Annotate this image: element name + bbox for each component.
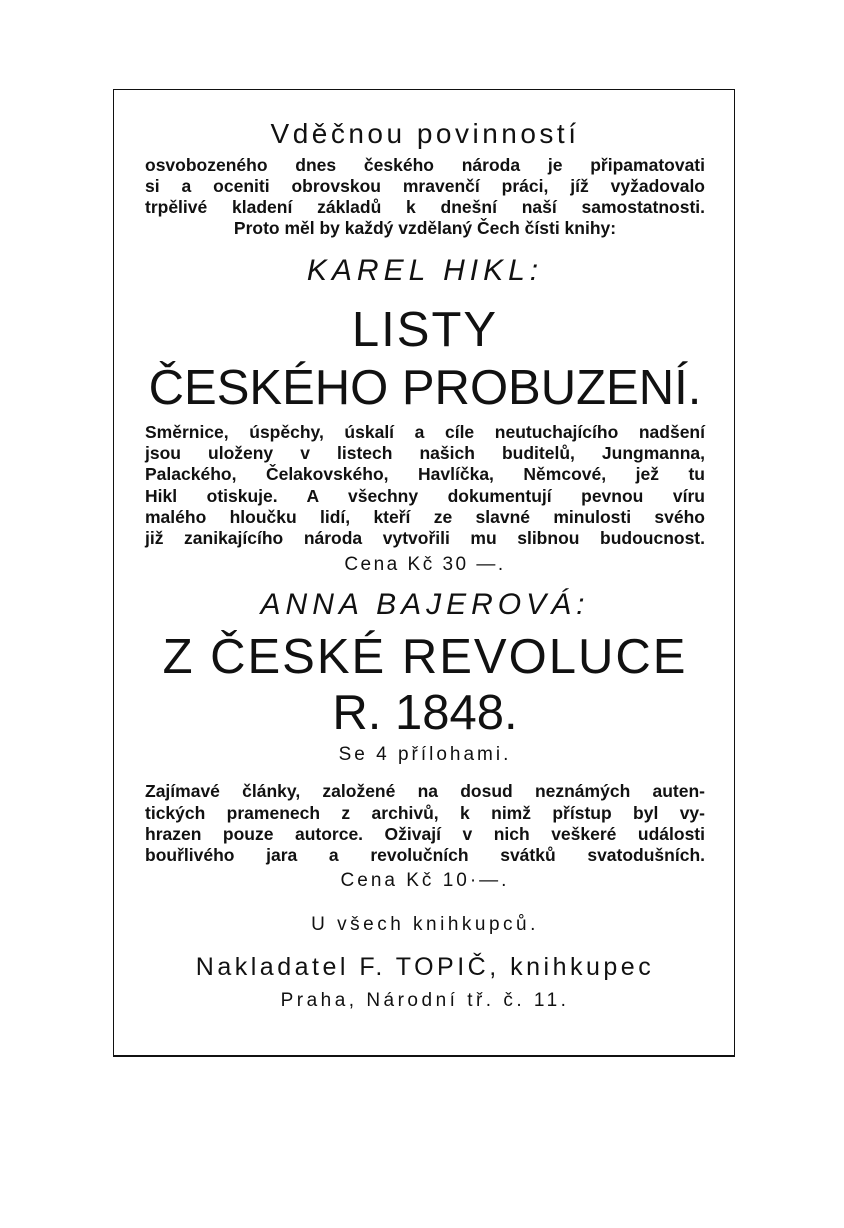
book1-description-line: jsou uloženy v listech našich buditelů, Jungmanna, [145,443,705,464]
book2-author: ANNA BAJEROVÁ: [260,588,590,622]
intro-line: Proto měl by každý vzdělaný Čech čísti knihy: [233,218,617,238]
advertisement [145,110,705,1013]
book2-description-line: Zajímavé články, založené na dosud neznámých auten- [145,781,705,802]
book1-price: Cena Kč 30 —. [344,554,506,576]
book1-description-line: Palackého, Čelakovského, Havlíčka, Němcové, jež tu [145,464,705,485]
book1-description [145,422,705,549]
book1-description-line: Hikl otiskuje. A všechny dokumentují pevnou víru [145,485,705,506]
book1-description-line: již zanikajícího národa vytvořili mu slibnou budoucnost. [145,528,705,549]
book2-supplements: Se 4 přílohami. [338,744,512,766]
book2-title-line1: Z ČESKÉ REVOLUCE [162,630,688,685]
book1-title-line2: ČESKÉHO PROBUZENÍ. [148,361,702,415]
intro-line: osvobozeného dnes českého národa je připamatovati [145,155,705,175]
intro-line: si a oceniti obrovskou mravenčí práci, jíž vyžadovalo [145,176,705,196]
intro-line: trpělivé kladení základů k dnešní naší samostatnosti. [145,197,705,217]
publisher-address: Praha, Národní tř. č. 11. [280,989,570,1011]
heading: Vděčnou povinností [270,118,580,149]
book1-title-line1: LISTY [351,303,499,357]
book2-price: Cena Kč 10·—. [340,869,510,891]
availability-note: U všech knihkupců. [311,913,539,935]
book1-author: KAREL HIKL: [306,254,544,287]
book1-description-line: Směrnice, úspěchy, úskalí a cíle neutuchajícího nadšení [145,422,705,442]
book2-title-line2: R. 1848. [332,686,518,741]
book1-description-line: malého hloučku lidí, kteří ze slavné minulosti svého [145,506,705,527]
book2-description [145,781,705,867]
book2-description-line: hrazen pouze autorce. Oživají v nich veškeré události [145,824,705,845]
intro-paragraph [145,155,705,239]
book2-description-line: bouřlivého jara a revolučních svátků svatodušních. [145,845,705,866]
publisher: Nakladatel F. TOPIČ, knihkupec [195,952,655,981]
book2-description-line: tických pramenech z archivů, k nimž přístup byl vy- [145,802,705,823]
